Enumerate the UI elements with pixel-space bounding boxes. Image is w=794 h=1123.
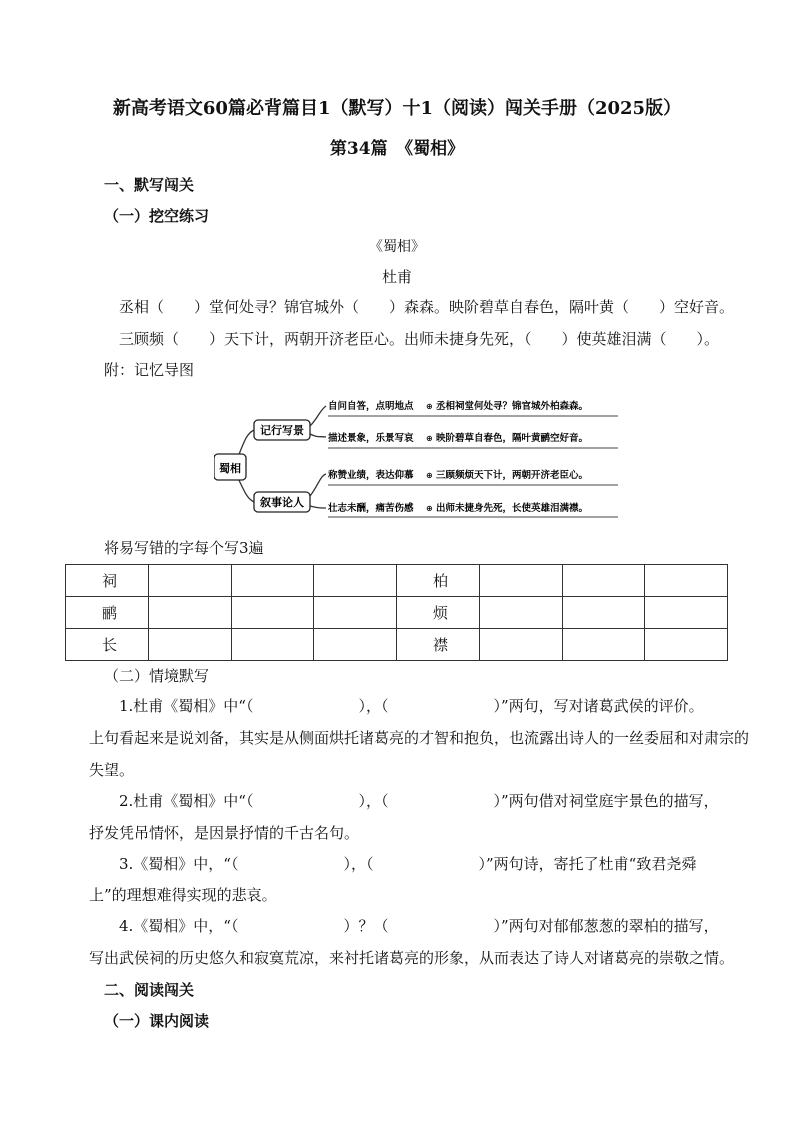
practice-blank-cell[interactable]	[231, 597, 314, 629]
mind-map-center-label: 蜀相	[219, 462, 241, 475]
practice-blank-cell[interactable]	[645, 597, 728, 629]
connector-b2-bottom	[310, 506, 326, 508]
section-heading-reading: 二、阅读闯关	[104, 981, 195, 999]
practice-blank-cell[interactable]	[231, 629, 314, 661]
mind-map-b1-item-2-label: 描述景象，乐景写哀	[328, 433, 414, 444]
subsection-heading-in-class-reading: （一）课内阅读	[104, 1012, 210, 1030]
practice-character-cell: 烦	[397, 597, 480, 629]
mind-map-arrow-icon: ⊕	[426, 471, 433, 480]
mind-map-b1-item-1-text: 丞相祠堂何处寻？锦官城外柏森森。	[436, 401, 589, 412]
question-3-line-1: 3.《蜀相》中，“（ ），（ ）”两句诗，寄托了杜甫“致君尧舜	[119, 855, 697, 873]
practice-character-cell: 鹂	[66, 597, 149, 629]
practice-blank-cell[interactable]	[314, 565, 397, 597]
question-1-line-3: 失望。	[89, 761, 135, 779]
practice-character-cell: 长	[66, 629, 149, 661]
practice-blank-cell[interactable]	[562, 565, 645, 597]
practice-blank-cell[interactable]	[645, 565, 728, 597]
practice-blank-cell[interactable]	[562, 597, 645, 629]
practice-blank-cell[interactable]	[314, 597, 397, 629]
practice-character-cell: 襟	[397, 629, 480, 661]
table-row	[66, 597, 728, 629]
question-3-line-2: 上”的理想难得实现的悲哀。	[89, 886, 277, 904]
practice-blank-cell[interactable]	[148, 565, 231, 597]
table-row	[66, 565, 728, 597]
question-2-line-2: 抒发凭吊情怀，是因景抒情的千古名句。	[89, 824, 360, 842]
practice-blank-cell[interactable]	[645, 629, 728, 661]
document-subtitle: 第34篇 《蜀相》	[329, 139, 465, 159]
mind-map-b2-item-2-label: 壮志未酬，痛苦伤感	[328, 503, 414, 514]
question-1-line-1: 1.杜甫《蜀相》中“（ ），（ ）”两句，写对诸葛武侯的评价。	[119, 697, 704, 715]
connector-b1-top	[310, 406, 326, 426]
practice-blank-cell[interactable]	[231, 565, 314, 597]
connector-b1-bottom	[310, 434, 326, 437]
subsection-heading-situational: （二）情境默写	[104, 667, 210, 685]
mind-map-b2-item-2-text: 出师未捷身先死，长使英雄泪满襟。	[436, 503, 589, 514]
document-title: 新高考语文60篇必背篇目1（默写）十1（阅读）闯关手册（2025版）	[112, 98, 682, 119]
question-2-line-1: 2.杜甫《蜀相》中“（ ），（ ）”两句借对祠堂庭宇景色的描写，	[119, 792, 719, 810]
mind-map-b1-item-1-label: 自问自答，点明地点	[328, 401, 414, 412]
connector-b2-top	[310, 474, 326, 496]
question-4-line-2: 写出武侯祠的历史悠久和寂寞荒凉，来衬托诸葛亮的形象，从而表达了诗人对诸葛亮的崇敬之情。	[89, 949, 735, 967]
poem-line-1: 丞相（ ）堂何处寻？锦官城外（ ）森森。映阶碧草自春色，隔叶黄（ ）空好音。	[119, 298, 735, 316]
practice-blank-cell[interactable]	[479, 565, 562, 597]
mind-map-arrow-icon: ⊕	[426, 434, 433, 443]
section-heading-dictation: 一、默写闯关	[104, 176, 195, 194]
poem-title: 《蜀相》	[369, 239, 425, 255]
question-1-line-2: 上句看起来是说刘备，其实是从侧面烘托诸葛亮的才智和抱负，也流露出诗人的一丝委屈和对肃宗的	[89, 729, 750, 747]
practice-instruction: 将易写错的字每个写3遍	[104, 539, 264, 557]
practice-character-cell: 柏	[397, 565, 480, 597]
practice-blank-cell[interactable]	[479, 629, 562, 661]
mind-map-b2-item-1-label: 称赞业绩，表达仰慕	[328, 470, 414, 481]
practice-blank-cell[interactable]	[314, 629, 397, 661]
mind-map-arrow-icon: ⊕	[426, 402, 433, 411]
mind-map-arrow-icon: ⊕	[426, 504, 433, 513]
mind-map-branch-2-label: 叙事论人	[260, 496, 304, 509]
poem-line-2: 三顾频（ ）天下计，两朝开济老臣心。出师未捷身先死，（ ）使英雄泪满（ ）。	[119, 330, 720, 348]
question-4-line-1: 4.《蜀相》中，“（ ）？（ ）”两句对郁郁葱葱的翠柏的描写，	[119, 917, 719, 935]
mind-map-branch-1-label: 记行写景	[260, 424, 304, 437]
practice-blank-cell[interactable]	[562, 629, 645, 661]
subsection-heading-fill-blanks: （一）挖空练习	[104, 207, 210, 225]
mind-map-b2-item-1-text: 三顾频烦天下计，两朝开济老臣心。	[436, 470, 589, 481]
practice-blank-cell[interactable]	[148, 597, 231, 629]
practice-character-cell: 祠	[66, 565, 149, 597]
practice-blank-cell[interactable]	[479, 597, 562, 629]
mind-map-b1-item-2-text: 映阶碧草自春色，隔叶黄鹂空好音。	[436, 433, 589, 444]
table-row	[66, 629, 728, 661]
memory-mind-map	[214, 390, 620, 520]
appendix-label: 附：记忆导图	[104, 361, 195, 379]
character-practice-table	[65, 564, 728, 661]
poem-author: 杜甫	[381, 268, 412, 286]
practice-blank-cell[interactable]	[148, 629, 231, 661]
